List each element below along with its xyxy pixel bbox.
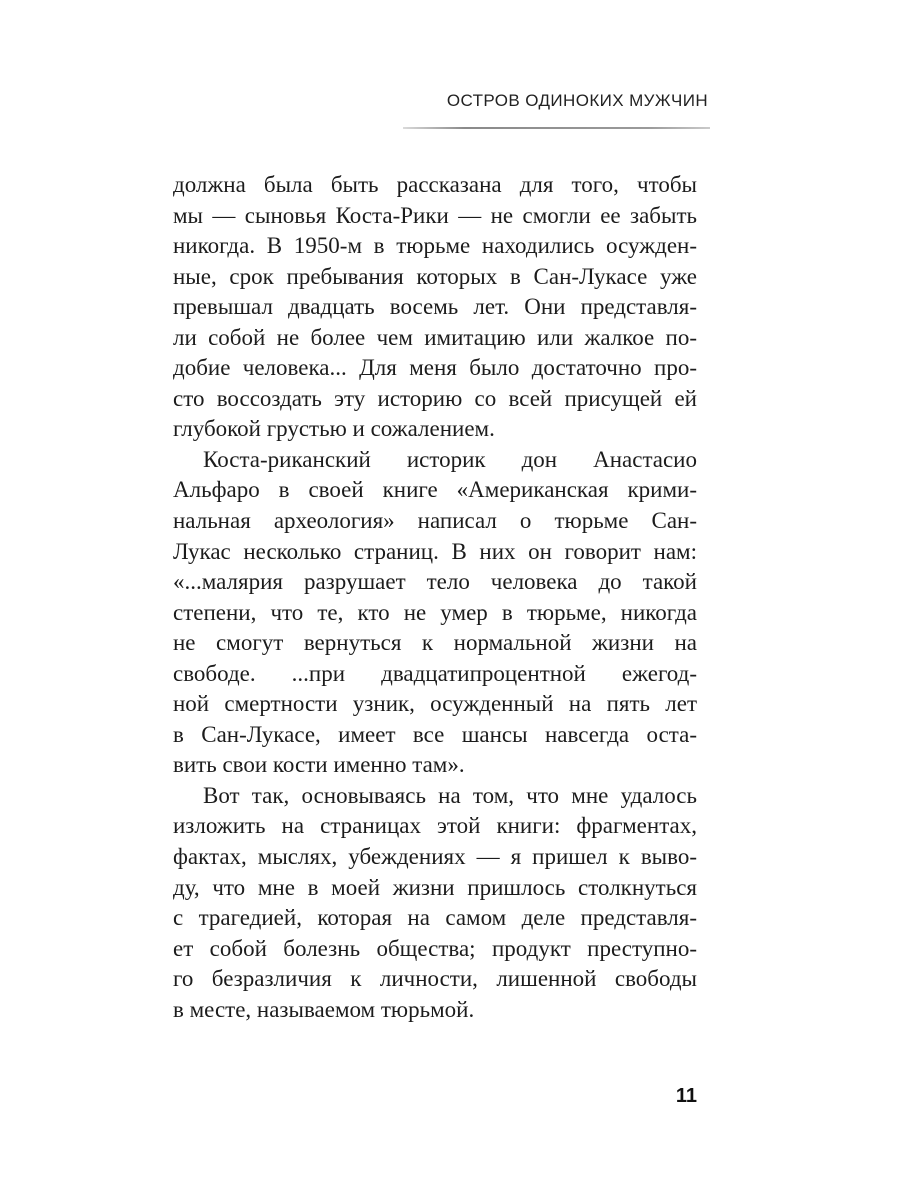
text-line: в месте, называемом тюрьмой. xyxy=(173,996,475,1022)
text-line: «...малярия разрушает тело человека до такой xyxy=(173,569,697,595)
text-line: превышал двадцать восемь лет. Они представля- xyxy=(173,294,697,320)
text-line: глубокой грустью и сожалением. xyxy=(173,416,495,442)
text-line: Лукас несколько страниц. В них он говорит нам: xyxy=(173,538,697,564)
text-line: с трагедией, которая на самом деле представля- xyxy=(173,905,697,931)
text-line: Альфаро в своей книге «Американская крими- xyxy=(173,477,697,503)
body-text xyxy=(173,170,697,1025)
text-line: ли собой не более чем имитацию или жалкое по- xyxy=(173,324,697,350)
text-line: мы — сыновья Коста-Рики — не смогли ее забыть xyxy=(173,202,697,228)
text-line: добие человека... Для меня было достаточно про- xyxy=(173,355,697,381)
running-head-title: ОСТРОВ ОДИНОКИХ МУЖЧИН xyxy=(446,91,708,110)
text-line: го безразличия к личности, лишенной свободы xyxy=(173,966,697,992)
text-line: сто воссоздать эту историю со всей присущей ей xyxy=(173,385,697,411)
text-line: фактах, мыслях, убеждениях — я пришел к выво- xyxy=(173,844,697,870)
text-line: ет собой болезнь общества; продукт преступно- xyxy=(173,935,697,961)
text-line: должна была быть рассказана для того, чтобы xyxy=(173,172,697,197)
text-line: степени, что те, кто не умер в тюрьме, никогда xyxy=(173,599,697,625)
text-line: в Сан-Лукасе, имеет все шансы навсегда оста- xyxy=(173,721,697,747)
page-number: 11 xyxy=(675,1085,697,1107)
text-line: Коста-риканский историк дон Анастасио xyxy=(203,446,697,472)
header-rule xyxy=(403,127,710,129)
text-line: ные, срок пребывания которых в Сан-Лукасе уже xyxy=(173,263,697,289)
paragraph-3 xyxy=(173,781,697,1025)
text-line: нальная археология» написал о тюрьме Сан- xyxy=(173,508,697,534)
paragraph-1 xyxy=(173,170,697,445)
text-line: ду, что мне в моей жизни пришлось столкнуться xyxy=(173,874,697,900)
text-line: изложить на страницах этой книги: фрагментах, xyxy=(173,813,697,839)
text-line: ной смертности узник, осужденный на пять лет xyxy=(173,691,697,717)
paragraph-2 xyxy=(173,445,697,781)
text-line: не смогут вернуться к нормальной жизни на xyxy=(173,630,697,656)
text-line: никогда. В 1950-м в тюрьме находились осужден- xyxy=(173,233,697,259)
text-line: Вот так, основываясь на том, что мне удалось xyxy=(203,782,697,808)
text-line: свободе. ...при двадцатипроцентной ежегод- xyxy=(173,660,697,686)
text-line: вить свои кости именно там». xyxy=(173,752,465,778)
